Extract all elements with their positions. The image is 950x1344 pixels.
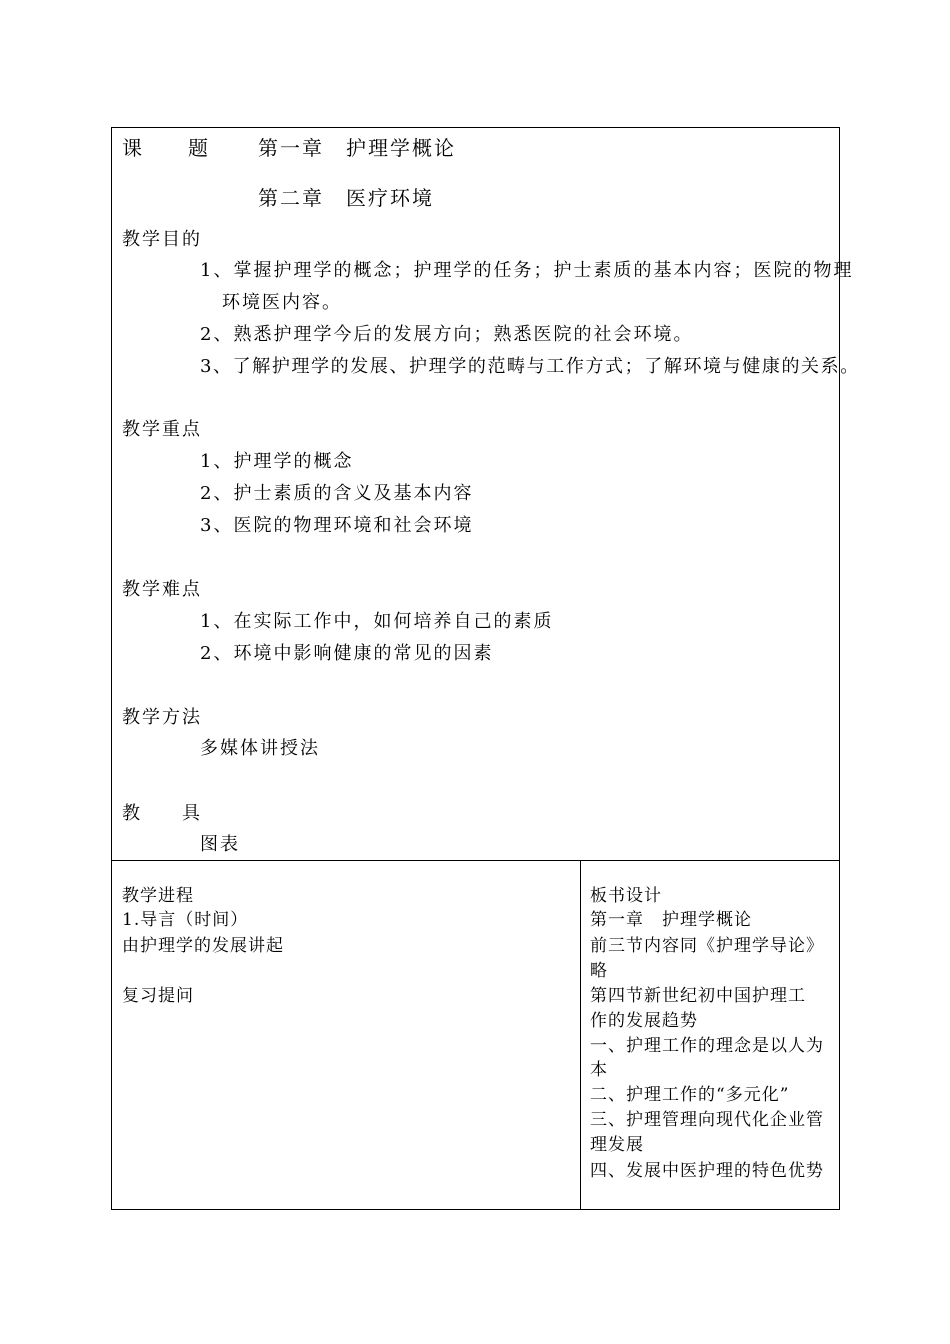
column-divider bbox=[580, 861, 581, 1209]
method-value: 多媒体讲授法 bbox=[200, 738, 320, 759]
objective-item-1: 1、掌握护理学的概念；护理学的任务；护士素质的基本内容；医院的物理 bbox=[200, 260, 854, 281]
difficulty-item: 1、在实际工作中，如何培养自己的素质 bbox=[200, 611, 554, 632]
tools-value: 图表 bbox=[200, 834, 240, 855]
lesson-plan-table bbox=[111, 127, 860, 1210]
objectives-heading: 教学目的 bbox=[122, 229, 202, 250]
difficulties-heading: 教学难点 bbox=[122, 579, 202, 600]
lesson-overview-cell bbox=[112, 128, 860, 860]
chapter-two-title: 第二章 医疗环境 bbox=[258, 186, 434, 210]
board-heading: 板书设计 bbox=[590, 886, 662, 906]
key-points-heading: 教学重点 bbox=[122, 419, 202, 440]
board-line: 一、护理工作的理念是以人为 bbox=[590, 1036, 824, 1056]
key-point-item: 1、护理学的概念 bbox=[200, 451, 354, 472]
process-heading: 教学进程 bbox=[122, 886, 194, 906]
method-heading: 教学方法 bbox=[122, 707, 202, 728]
key-point-item: 3、医院的物理环境和社会环境 bbox=[200, 515, 474, 536]
board-line: 四、发展中医护理的特色优势 bbox=[590, 1161, 824, 1181]
process-line: 1.导言（时间） bbox=[122, 910, 249, 930]
board-line: 第一章 护理学概论 bbox=[590, 910, 752, 930]
row-divider bbox=[112, 860, 839, 861]
process-line: 复习提问 bbox=[122, 986, 194, 1006]
board-line: 本 bbox=[590, 1060, 608, 1080]
objective-item-2: 2、熟悉护理学今后的发展方向；熟悉医院的社会环境。 bbox=[200, 324, 694, 345]
chapter-one-title: 第一章 护理学概论 bbox=[258, 136, 456, 160]
board-line: 二、护理工作的“多元化” bbox=[590, 1085, 790, 1105]
key-point-item: 2、护士素质的含义及基本内容 bbox=[200, 483, 474, 504]
tools-heading: 教 具 bbox=[122, 803, 202, 824]
board-line: 三、护理管理向现代化企业管 bbox=[590, 1110, 824, 1130]
process-line: 由护理学的发展讲起 bbox=[122, 936, 284, 956]
objective-item-1-continued: 环境医内容。 bbox=[222, 292, 342, 313]
subject-label: 课 题 bbox=[122, 136, 210, 160]
objective-item-3: 3、了解护理学的发展、护理学的范畴与工作方式；了解环境与健康的关系。 bbox=[200, 356, 860, 377]
board-line: 作的发展趋势 bbox=[590, 1011, 698, 1031]
board-line: 前三节内容同《护理学导论》 bbox=[590, 936, 824, 956]
board-line: 理发展 bbox=[590, 1135, 644, 1155]
board-line: 第四节新世纪初中国护理工 bbox=[590, 986, 806, 1006]
board-line: 略 bbox=[590, 961, 608, 981]
difficulty-item: 2、环境中影响健康的常见的因素 bbox=[200, 643, 494, 664]
